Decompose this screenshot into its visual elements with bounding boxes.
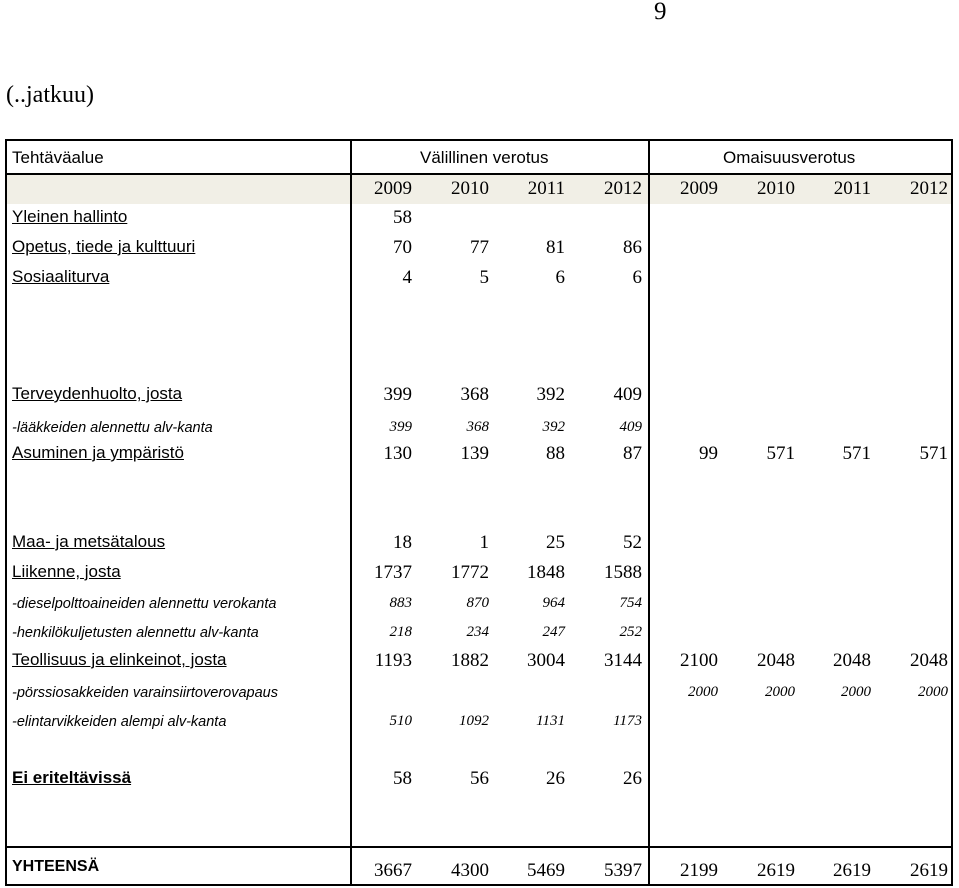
group-header-property: Omaisuusverotus <box>723 148 856 167</box>
table-cell: 3144 <box>604 650 642 671</box>
table-cell: 6 <box>555 267 565 288</box>
row-label: -lääkkeiden alennettu alv-kanta <box>12 420 213 436</box>
year-header: 2010 <box>451 178 489 199</box>
table-cell: 2048 <box>757 650 795 671</box>
row-label: YHTEENSÄ <box>12 858 100 875</box>
table-cell: 58 <box>393 768 412 789</box>
table-cell: 2619 <box>910 860 948 881</box>
table-cell: 3667 <box>374 860 412 881</box>
table-cell: 130 <box>383 443 412 464</box>
table-cell: 1588 <box>604 562 642 583</box>
year-header: 2012 <box>910 178 948 199</box>
divider-group-column <box>648 139 650 886</box>
table-cell: 1772 <box>451 562 489 583</box>
table-cell: 2048 <box>833 650 871 671</box>
year-header: 2011 <box>833 178 871 199</box>
table-cell: 754 <box>619 595 642 611</box>
table-cell: 2000 <box>765 684 795 700</box>
table-cell: 4 <box>402 267 412 288</box>
page-number: 9 <box>654 0 667 25</box>
table-cell: 1173 <box>613 713 642 729</box>
table-cell: 52 <box>623 532 642 553</box>
table-cell: 1882 <box>451 650 489 671</box>
table-cell: 26 <box>623 768 642 789</box>
table-cell: 18 <box>393 532 412 553</box>
table-cell: 2100 <box>680 650 718 671</box>
row-label: Terveydenhuolto, josta <box>12 384 183 403</box>
table-cell: 77 <box>470 237 489 258</box>
row-label: Yleinen hallinto <box>12 207 128 226</box>
table-cell: 5469 <box>527 860 565 881</box>
column-header-label: Tehtäväalue <box>12 148 104 167</box>
table-cell: 3004 <box>527 650 565 671</box>
table-cell: 86 <box>623 237 642 258</box>
row-label: -elintarvikkeiden alempi alv-kanta <box>12 714 227 730</box>
table-cell: 4300 <box>451 860 489 881</box>
table-cell: 252 <box>619 624 642 640</box>
table-cell: 2048 <box>910 650 948 671</box>
row-label: Opetus, tiede ja kulttuuri <box>12 237 196 256</box>
row-label: Liikenne, josta <box>12 562 121 581</box>
table-cell: 409 <box>619 419 642 435</box>
row-label: Asuminen ja ympäristö <box>12 443 184 462</box>
continued-label: (..jatkuu) <box>6 82 94 108</box>
year-header: 2009 <box>374 178 412 199</box>
table-cell: 88 <box>546 443 565 464</box>
row-label: Sosiaaliturva <box>12 267 110 286</box>
divider-header <box>5 173 953 175</box>
table-cell: 87 <box>623 443 642 464</box>
table-cell: 2199 <box>680 860 718 881</box>
table-cell: 81 <box>546 237 565 258</box>
table-cell: 2619 <box>833 860 871 881</box>
table-cell: 571 <box>842 443 871 464</box>
table-cell: 399 <box>383 384 412 405</box>
table-cell: 870 <box>466 595 489 611</box>
table-cell: 56 <box>470 768 489 789</box>
table-cell: 5397 <box>604 860 642 881</box>
table-cell: 2000 <box>841 684 871 700</box>
table-cell: 99 <box>699 443 718 464</box>
table-cell: 1193 <box>374 650 412 671</box>
table-cell: 1737 <box>374 562 412 583</box>
divider-total <box>5 846 953 848</box>
table-cell: 25 <box>546 532 565 553</box>
table-cell: 883 <box>389 595 412 611</box>
table-cell: 392 <box>542 419 565 435</box>
table-cell: 392 <box>536 384 565 405</box>
table-cell: 2000 <box>918 684 948 700</box>
table-cell: 218 <box>389 624 412 640</box>
table-cell: 409 <box>613 384 642 405</box>
table-cell: 571 <box>919 443 948 464</box>
row-label: Maa- ja metsätalous <box>12 532 166 551</box>
table-cell: 399 <box>389 419 412 435</box>
year-header: 2011 <box>527 178 565 199</box>
year-header: 2010 <box>757 178 795 199</box>
table-cell: 1848 <box>527 562 565 583</box>
table-cell: 247 <box>542 624 565 640</box>
table-cell: 510 <box>389 713 412 729</box>
table-cell: 964 <box>542 595 565 611</box>
table-cell: 2619 <box>757 860 795 881</box>
row-label: -pörssiosakkeiden varainsiirtoverovapaus <box>12 685 278 701</box>
table-cell: 5 <box>479 267 489 288</box>
table-cell: 571 <box>766 443 795 464</box>
table-cell: 368 <box>460 384 489 405</box>
table-cell: 368 <box>466 419 489 435</box>
table-cell: 6 <box>632 267 642 288</box>
table-cell: 2000 <box>688 684 718 700</box>
table-cell: 26 <box>546 768 565 789</box>
table-cell: 58 <box>393 207 412 228</box>
row-label: Teollisuus ja elinkeinot, josta <box>12 650 227 669</box>
table-cell: 70 <box>393 237 412 258</box>
row-label: -dieselpolttoaineiden alennettu verokanta <box>12 596 277 612</box>
table-cell: 234 <box>466 624 489 640</box>
year-header: 2012 <box>604 178 642 199</box>
table-cell: 1 <box>479 532 489 553</box>
table-cell: 1092 <box>459 713 489 729</box>
row-label: Ei eriteltävissä <box>12 768 132 787</box>
row-label: -henkilökuljetusten alennettu alv-kanta <box>12 625 259 641</box>
year-header: 2009 <box>680 178 718 199</box>
table-cell: 1131 <box>536 713 565 729</box>
group-header-indirect: Välillinen verotus <box>420 148 549 167</box>
table-cell: 139 <box>460 443 489 464</box>
